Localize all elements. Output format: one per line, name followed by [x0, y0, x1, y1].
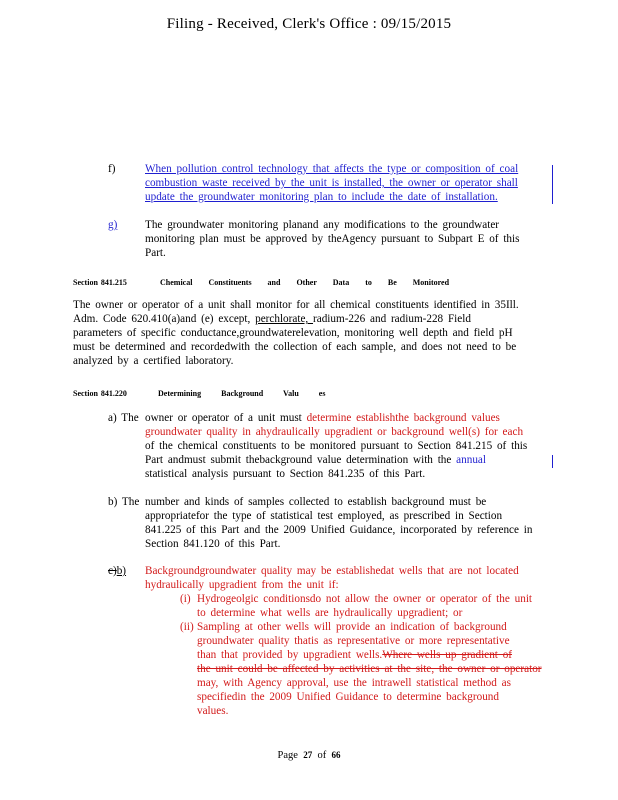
item-c-ii-line-3: than that provided by upgradient wells.Where wells up gradient of [197, 649, 513, 661]
item-a-line-4: Part andmust submit thebackground value determination with the annual [145, 454, 486, 466]
item-b-line-4: Section 841.120 of this Part. [145, 538, 281, 550]
item-c-i-line-1: Hydrogeolgic conditionsdo not allow the owner or operator of the unit [197, 593, 533, 605]
item-a-line-5: statistical analysis pursuant to Section 841.235 of this Part. [145, 468, 426, 480]
change-bar [552, 165, 553, 204]
section-841-215-title: Chemical Constituents and Other Data to Be Monitored [160, 278, 450, 287]
item-b-line-1: number and kinds of samples collected to establish background must be [145, 496, 487, 508]
item-b-label: b) The [108, 496, 140, 508]
section-841-215-number: Section 841.215 [73, 278, 127, 287]
filing-header: Filing - Received, Clerk's Office : 09/15/2015 [166, 16, 452, 32]
page-footer: Page 27 of 66 [277, 750, 341, 761]
section-841-215-line-2: Adm. Code 620.410(a)and (e) except, perchlorate, radium-226 and radium-228 Field [73, 313, 471, 325]
item-a-line-3: of the chemical constituents to be monitored pursuant to Section 841.215 of this [145, 440, 528, 452]
item-c-ii-line-2: groundwater quality thatis as representative or more representative [197, 635, 510, 647]
item-c-ii-line-7: values. [197, 705, 229, 717]
item-g-label: g) [108, 219, 118, 231]
item-c-label: c)b) [108, 565, 127, 577]
item-c-ii-line-5: may, with Agency approval, use the intrawell statistical method as [197, 677, 511, 689]
section-841-220-title: Determining Background Valu es [158, 389, 326, 398]
item-c-ii-line-4: the unit could be affected by activities at the site, the owner or operator [197, 663, 542, 675]
item-f-label: f) [108, 163, 116, 175]
change-bar [552, 455, 553, 468]
item-c-i-line-2: to determine what wells are hydraulically upgradient; or [197, 607, 463, 619]
item-f-line-3: update the groundwater monitoring plan to include the date of installation. [145, 191, 498, 203]
item-f-line-2: combustion waste received by the unit is installed, the owner or operator shall [145, 177, 518, 189]
item-g-line-3: Part. [145, 247, 166, 259]
item-g-line-2: monitoring plan must be approved by theAgency pursuant to Subpart E of this [145, 233, 520, 245]
item-b-line-3: 841.225 of this Part and the 2009 Unified Guidance, incorporated by reference in [145, 524, 533, 536]
item-g-line-1: The groundwater monitoring planand any modifications to the groundwater [145, 219, 500, 231]
item-f-line-1: When pollution control technology that affects the type or composition of coal [145, 163, 519, 175]
item-c-ii-label: (ii) [180, 621, 194, 633]
item-c-ii-line-1: Sampling at other wells will provide an indication of background [197, 621, 507, 633]
section-841-215-line-5: analyzed by a certified laboratory. [73, 355, 234, 367]
section-841-215-line-4: must be determined and recordedwith the collection of each sample, and does not need to be [73, 341, 517, 353]
section-841-220-number: Section 841.220 [73, 389, 127, 398]
item-a-line-2: groundwater quality in ahydraulically upgradient or background well(s) for each [145, 426, 524, 438]
item-a-line-1: owner or operator of a unit must determine establishthe background values [145, 412, 500, 424]
item-c-line-2: hydraulically upgradient from the unit if: [145, 579, 339, 591]
section-841-215-line-3: parameters of specific conductance,groundwaterelevation, monitoring well depth and field pH [73, 327, 513, 339]
item-c-ii-line-6: specifiedin the 2009 Unified Guidance to determine background [197, 691, 499, 703]
item-c-i-label: (i) [180, 593, 191, 605]
item-c-line-1: Backgroundgroundwater quality may be establishedat wells that are not located [145, 565, 519, 577]
item-a-label: a) The [108, 412, 139, 424]
item-b-line-2: appropriatefor the type of statistical test employed, as prescribed in Section [145, 510, 503, 522]
section-841-215-line-1: The owner or operator of a unit shall monitor for all chemical constituents identified in 35Ill. [73, 299, 519, 311]
